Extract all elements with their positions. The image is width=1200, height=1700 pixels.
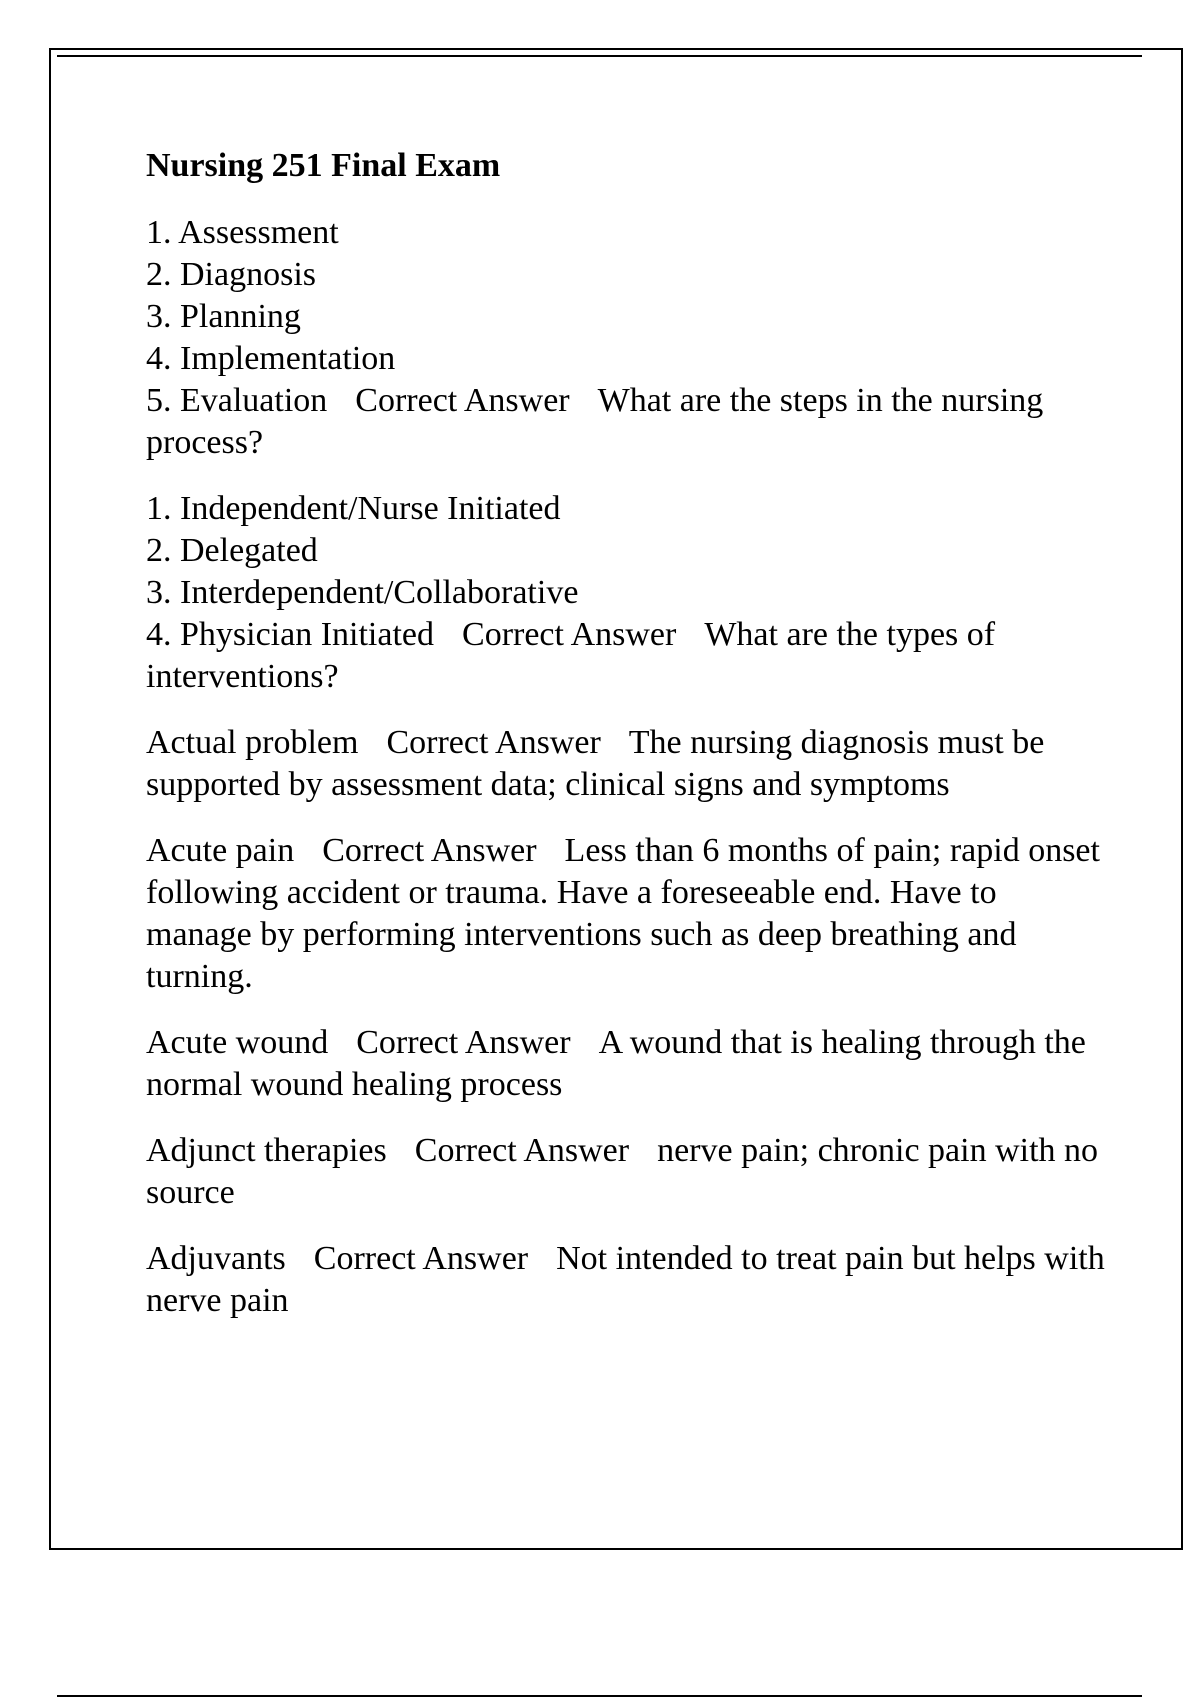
- answer-label: Correct Answer: [355, 382, 570, 419]
- answer-label: Correct Answer: [313, 1240, 529, 1277]
- term-line: 2. Diagnosis: [146, 256, 316, 293]
- qa-entry: [146, 1238, 1106, 1322]
- definition: nerve pain; chronic pain with no source: [146, 1132, 1099, 1211]
- qa-entry: [146, 488, 1106, 698]
- term: Actual problem: [146, 724, 359, 761]
- term-line: 1. Assessment: [146, 214, 339, 251]
- answer-label: Correct Answer: [414, 1132, 630, 1169]
- qa-entry: [146, 1130, 1106, 1214]
- answer-label: Correct Answer: [462, 616, 677, 653]
- qa-entry: [146, 830, 1106, 998]
- definition: What are the types of interventions?: [146, 616, 996, 695]
- document-body: [146, 140, 1106, 1346]
- term-line: 4. Physician Initiated: [146, 616, 435, 653]
- definition: The nursing diagnosis must be supported by assessment data; clinical signs and symptoms: [146, 724, 1045, 803]
- answer-label: Correct Answer: [322, 832, 537, 869]
- answer-label: Correct Answer: [386, 724, 601, 761]
- document-title: Nursing 251 Final Exam: [146, 147, 501, 184]
- footer-rule: [57, 1695, 1142, 1697]
- definition: Less than 6 months of pain; rapid onset following accident or trauma. Have a foreseeable end. Have to manage by performing interventions such as deep breathing and turning.: [146, 832, 1100, 995]
- answer-label: Correct Answer: [356, 1024, 571, 1061]
- header-rule: [57, 55, 1142, 57]
- qa-entry: [146, 722, 1106, 806]
- term: Adjunct therapies: [146, 1132, 387, 1169]
- term-line: 5. Evaluation: [146, 382, 328, 419]
- term-line: 4. Implementation: [146, 340, 396, 377]
- term-line: 3. Planning: [146, 298, 301, 335]
- qa-entry: [146, 1022, 1106, 1106]
- term: Adjuvants: [146, 1240, 286, 1277]
- qa-entry: [146, 212, 1106, 464]
- definition: What are the steps in the nursing process?: [146, 382, 1044, 461]
- definition: Not intended to treat pain but helps with nerve pain: [146, 1240, 1105, 1319]
- term-line: 2. Delegated: [146, 532, 318, 569]
- definition: A wound that is healing through the normal wound healing process: [146, 1024, 1086, 1103]
- term: Acute wound: [146, 1024, 329, 1061]
- term: Acute pain: [146, 832, 295, 869]
- term-line: 1. Independent/Nurse Initiated: [146, 490, 561, 527]
- term-line: 3. Interdependent/Collaborative: [146, 574, 579, 611]
